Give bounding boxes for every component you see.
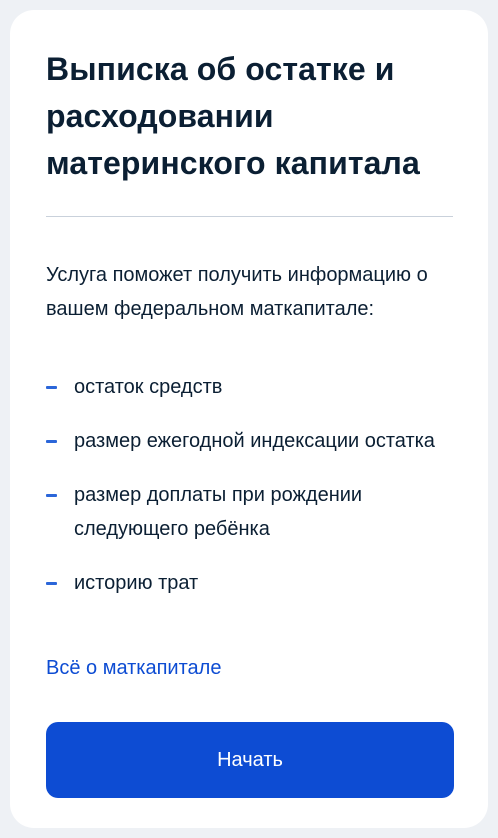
service-card (10, 10, 488, 828)
list-item (46, 566, 456, 600)
dash-bullet-icon (46, 494, 57, 497)
page-title: Выписка об остатке и расходовании материнского капитала (46, 51, 420, 181)
dash-bullet-icon (46, 386, 57, 389)
feature-list (46, 370, 456, 620)
start-button[interactable]: Начать (46, 722, 454, 798)
list-item-text: размер доплаты при рождении следующего ребёнка (74, 484, 363, 540)
dash-bullet-icon (46, 582, 57, 585)
list-item-text: историю трат (74, 572, 199, 594)
list-item (46, 424, 456, 458)
list-item (46, 370, 456, 404)
list-item-text: остаток средств (74, 376, 223, 398)
about-matcapital-link[interactable]: Всё о маткапитале (46, 657, 222, 679)
dash-bullet-icon (46, 440, 57, 443)
list-item (46, 478, 456, 546)
list-item-text: размер ежегодной индексации остатка (74, 430, 435, 452)
divider (46, 216, 453, 217)
service-description: Услуга поможет получить информацию о вашем федеральном маткапитале: (46, 264, 428, 320)
